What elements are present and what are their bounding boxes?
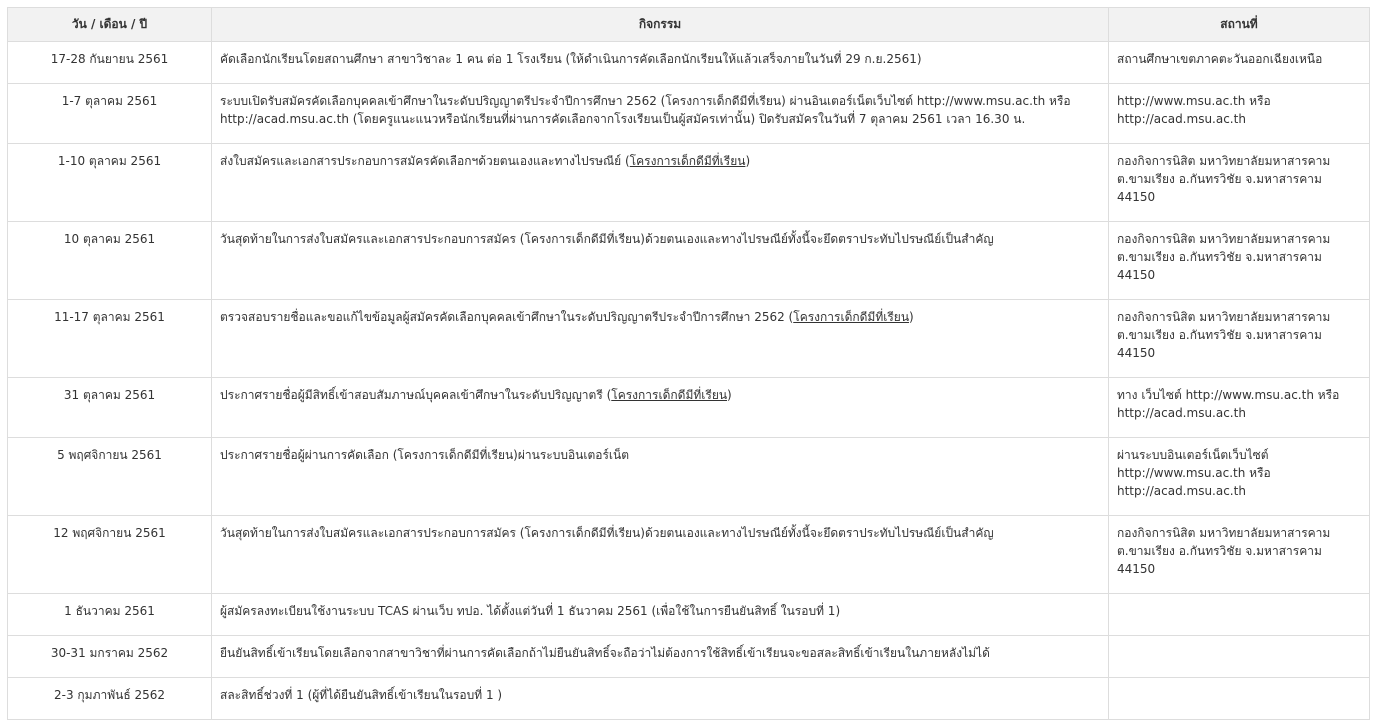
row-place: กองกิจการนิสิต มหาวิทยาลัยมหาสารคาม ต.ขามเรียง อ.กันทรวิชัย จ.มหาสารคาม 44150 <box>1109 222 1370 300</box>
activity-project-link[interactable]: โครงการเด็กดีมีที่เรียน <box>629 154 746 168</box>
activity-suffix: ) <box>745 154 751 168</box>
activity-text: ระบบเปิดรับสมัครคัดเลือกบุคคลเข้าศึกษาในระดับปริญญาตรีประจำปีการศึกษา 2562 (โครงการเด็กดีมีที่เรียน) ผ่านอินเตอร์เน็ตเว็บไซต์ http://www.msu.ac.th หรือ http://acad.msu.ac.th (โดยครูแนะแนวหรือนักเรียนที่ผ่านการคัดเลือกจากโรงเรียนเป็นผู้สมัครเท่านั้น) ปิดรับสมัครในวันที่ 7 ตุลาคม 2561 เวลา 16.30 น. <box>220 94 1071 126</box>
row-activity <box>212 678 1109 720</box>
table-row <box>8 438 1370 516</box>
table-row <box>8 222 1370 300</box>
table-row <box>8 84 1370 144</box>
table-row <box>8 42 1370 84</box>
row-activity <box>212 378 1109 438</box>
activity-text: ยืนยันสิทธิ์เข้าเรียนโดยเลือกจากสาขาวิชาที่ผ่านการคัดเลือกถ้าไม่ยืนยันสิทธิ์จะถือว่าไม่ต้องการใช้สิทธิ์เข้าเรียนจะขอสละสิทธิ์เข้าเรียนในภายหลังไม่ได้ <box>220 646 990 660</box>
row-place <box>1109 678 1370 720</box>
row-date: 12 พฤศจิกายน 2561 <box>8 516 212 594</box>
row-place: ผ่านระบบอินเตอร์เน็ตเว็บไซต์ http://www.msu.ac.th หรือ http://acad.msu.ac.th <box>1109 438 1370 516</box>
table-row <box>8 594 1370 636</box>
activity-suffix: ) <box>909 310 914 324</box>
table-row <box>8 300 1370 378</box>
row-date: 17-28 กันยายน 2561 <box>8 42 212 84</box>
row-date: 10 ตุลาคม 2561 <box>8 222 212 300</box>
row-place: กองกิจการนิสิต มหาวิทยาลัยมหาสารคาม ต.ขามเรียง อ.กันทรวิชัย จ.มหาสารคาม 44150 <box>1109 300 1370 378</box>
row-place <box>1109 594 1370 636</box>
row-activity <box>212 222 1109 300</box>
row-place: กองกิจการนิสิต มหาวิทยาลัยมหาสารคาม ต.ขามเรียง อ.กันทรวิชัย จ.มหาสารคาม 44150 <box>1109 516 1370 594</box>
row-activity <box>212 144 1109 222</box>
schedule-table <box>7 7 1370 720</box>
activity-suffix: ) <box>727 388 732 402</box>
activity-text: คัดเลือกนักเรียนโดยสถานศึกษา สาขาวิชาละ 1 คน ต่อ 1 โรงเรียน (ให้ดำเนินการคัดเลือกนักเรียนให้แล้วเสร็จภายในวันที่ 29 ก.ย.2561) <box>220 52 922 66</box>
row-activity <box>212 42 1109 84</box>
table-body <box>8 42 1370 720</box>
row-place: http://www.msu.ac.th หรือ http://acad.msu.ac.th <box>1109 84 1370 144</box>
activity-text: วันสุดท้ายในการส่งใบสมัครและเอกสารประกอบการสมัคร (โครงการเด็กดีมีที่เรียน)ด้วยตนเองและทางไปรษณีย์ทั้งนี้จะยึดตราประทับไปรษณีย์เป็นสำคัญ <box>220 526 994 540</box>
activity-text: วันสุดท้ายในการส่งใบสมัครและเอกสารประกอบการสมัคร (โครงการเด็กดีมีที่เรียน)ด้วยตนเองและทางไปรษณีย์ทั้งนี้จะยึดตราประทับไปรษณีย์เป็นสำคัญ <box>220 232 994 246</box>
activity-text: ประกาศรายชื่อผู้ผ่านการคัดเลือก (โครงการเด็กดีมีที่เรียน)ผ่านระบบอินเตอร์เน็ต <box>220 448 630 462</box>
table-row <box>8 144 1370 222</box>
table-row <box>8 678 1370 720</box>
activity-text: ประกาศรายชื่อผู้มีสิทธิ์เข้าสอบสัมภาษณ์บุคคลเข้าศึกษาในระดับปริญญาตรี ( <box>220 388 612 402</box>
row-place: ทาง เว็บไซต์ http://www.msu.ac.th หรือ http://acad.msu.ac.th <box>1109 378 1370 438</box>
table-header-row <box>8 8 1370 42</box>
header-place: สถานที่ <box>1109 8 1370 42</box>
row-place: สถานศึกษาเขตภาคตะวันออกเฉียงเหนือ <box>1109 42 1370 84</box>
row-date: 1 ธันวาคม 2561 <box>8 594 212 636</box>
row-place <box>1109 636 1370 678</box>
row-activity <box>212 84 1109 144</box>
activity-text: สละสิทธิ์ช่วงที่ 1 (ผู้ที่ได้ยืนยันสิทธิ์เข้าเรียนในรอบที่ 1 ) <box>220 688 503 702</box>
activity-text: ผู้สมัครลงทะเบียนใช้งานระบบ TCAS ผ่านเว็บ ทปอ. ได้ตั้งแต่วันที่ 1 ธันวาคม 2561 (เพื่อใช้ในการยืนยันสิทธิ์ ในรอบที่ 1) <box>220 604 841 618</box>
row-activity <box>212 438 1109 516</box>
table-row <box>8 378 1370 438</box>
row-date: 30-31 มกราคม 2562 <box>8 636 212 678</box>
row-date: 31 ตุลาคม 2561 <box>8 378 212 438</box>
activity-project-link[interactable]: โครงการเด็กดีมีที่เรียน <box>611 388 728 402</box>
table-row <box>8 636 1370 678</box>
row-activity <box>212 594 1109 636</box>
header-activity: กิจกรรม <box>212 8 1109 42</box>
row-activity <box>212 516 1109 594</box>
row-date: 2-3 กุมภาพันธ์ 2562 <box>8 678 212 720</box>
row-date: 1-10 ตุลาคม 2561 <box>8 144 212 222</box>
row-date: 1-7 ตุลาคม 2561 <box>8 84 212 144</box>
row-date: 5 พฤศจิกายน 2561 <box>8 438 212 516</box>
activity-project-link[interactable]: โครงการเด็กดีมีที่เรียน <box>793 310 910 324</box>
activity-text: ส่งใบสมัครและเอกสารประกอบการสมัครคัดเลือกฯด้วยตนเองและทางไปรษณีย์ ( <box>220 154 630 168</box>
row-activity <box>212 636 1109 678</box>
row-activity <box>212 300 1109 378</box>
activity-text: ตรวจสอบรายชื่อและขอแก้ไขข้อมูลผู้สมัครคัดเลือกบุคคลเข้าศึกษาในระดับปริญญาตรีประจำปีการศึกษา 2562 ( <box>220 310 794 324</box>
header-date: วัน / เดือน / ปี <box>8 8 212 42</box>
row-place: กองกิจการนิสิต มหาวิทยาลัยมหาสารคาม ต.ขามเรียง อ.กันทรวิชัย จ.มหาสารคาม 44150 <box>1109 144 1370 222</box>
table-row <box>8 516 1370 594</box>
row-date: 11-17 ตุลาคม 2561 <box>8 300 212 378</box>
